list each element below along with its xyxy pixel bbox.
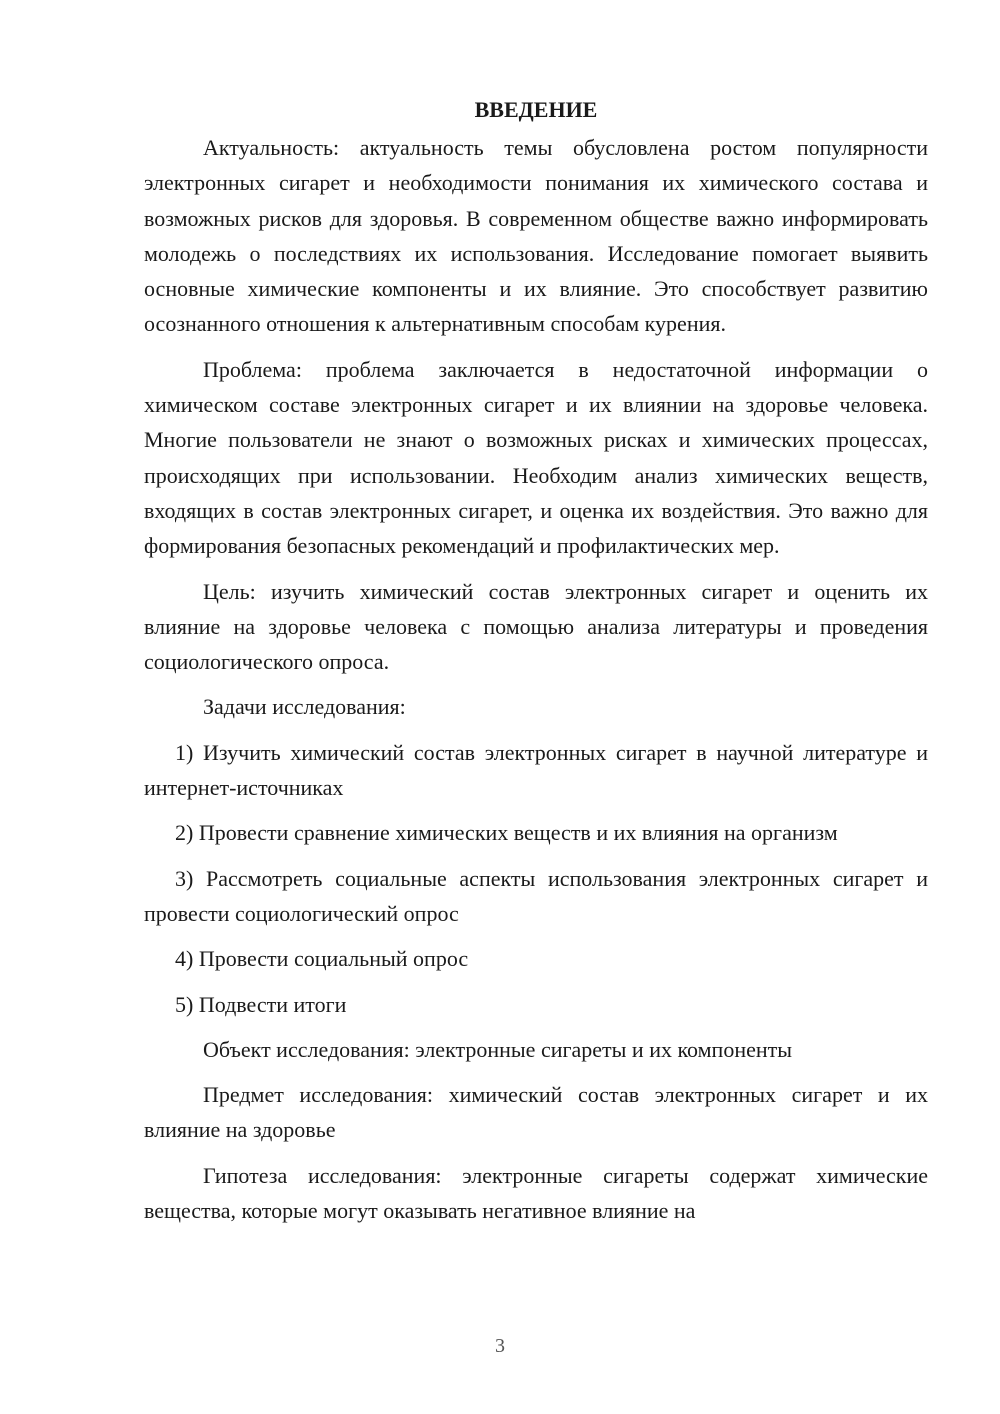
goal-paragraph: Цель: изучить химический состав электронных сигарет и оценить их влияние на здоровье человека с помощью анализа литературы и проведения социологического опроса. bbox=[144, 578, 928, 675]
relevance-paragraph: Актуальность: актуальность темы обусловлена ростом популярности электронных сигарет и необходимости понимания их химического состава и возможных рисков для здоровья. В современном обществе важно информировать молодежь о последствиях их использования. Исследование помогает выявить основные химические компоненты и их влияние. Это способствует развитию осознанного отношения к альтернативным способам курения. bbox=[144, 135, 928, 337]
task-item-3: 3) Рассмотреть социальные аспекты использования электронных сигарет и провести социологический опрос bbox=[144, 865, 928, 926]
object-paragraph: Объект исследования: электронные сигареты и их компоненты bbox=[203, 1036, 793, 1062]
document-page bbox=[144, 92, 928, 1238]
task-item-2: 2) Провести сравнение химических веществ и их влияния на организм bbox=[175, 820, 838, 846]
task-item-5: 5) Подвести итоги bbox=[175, 991, 347, 1017]
subject-paragraph: Предмет исследования: химический состав электронных сигарет и их влияние на здоровье bbox=[144, 1082, 928, 1143]
hypothesis-paragraph: Гипотеза исследования: электронные сигареты содержат химические вещества, которые могут оказывать негативное влияние на bbox=[144, 1162, 928, 1224]
problem-paragraph: Проблема: проблема заключается в недостаточной информации о химическом составе электронных сигарет и их влиянии на здоровье человека. Многие пользователи не знают о возможных рисках и химических процессах, происходящих при использовании. Необходим анализ химических веществ, входящих в состав электронных сигарет, и оценка их воздействия. Это важно для формирования безопасных рекомендаций и профилактических мер. bbox=[144, 356, 928, 559]
section-title: ВВЕДЕНИЕ bbox=[474, 97, 598, 122]
tasks-heading: Задачи исследования: bbox=[203, 694, 406, 720]
task-item-4: 4) Провести социальный опрос bbox=[175, 946, 469, 972]
task-item-1: 1) Изучить химический состав электронных сигарет в научной литературе и интернет-источниках bbox=[144, 739, 928, 801]
page-number: 3 bbox=[495, 1335, 505, 1357]
